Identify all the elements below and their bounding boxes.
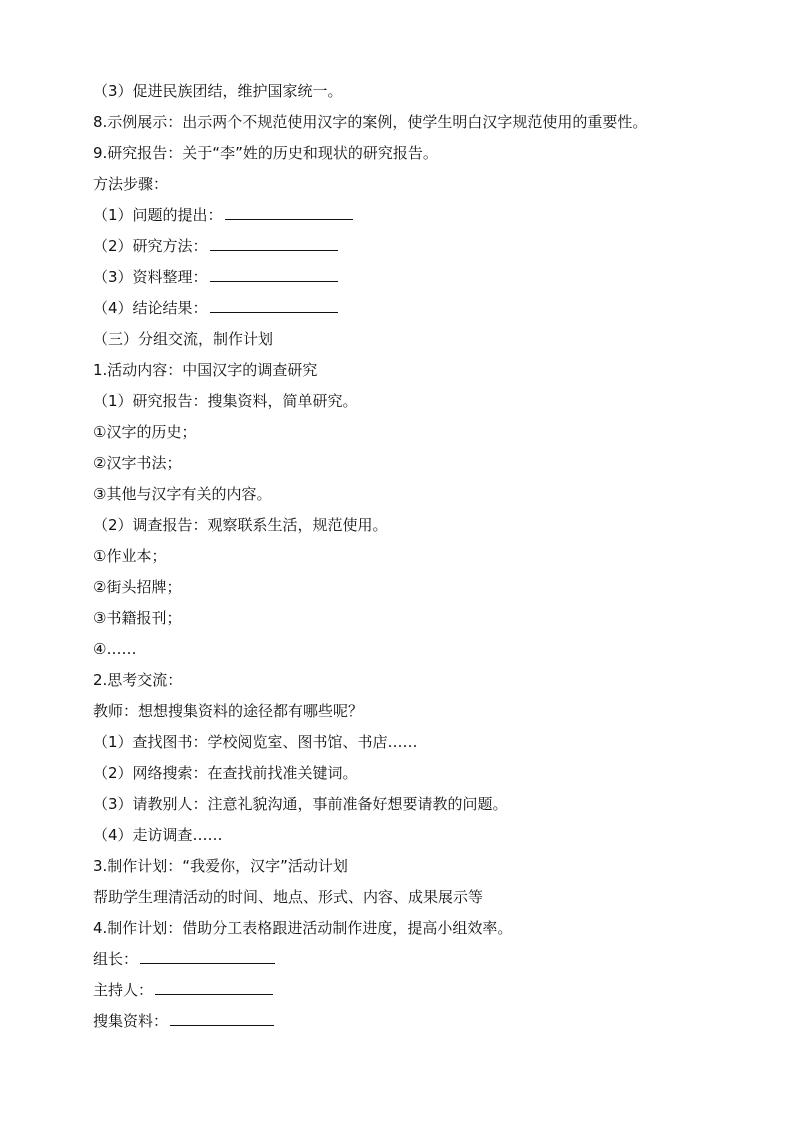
list-item-signboards: ②街头招牌； xyxy=(93,578,182,596)
text-line-plan-help: 帮助学生理清活动的时间、地点、形式、内容、成果展示等 xyxy=(93,888,484,906)
answer-blank-question[interactable] xyxy=(225,203,353,220)
list-item-history: ①汉字的历史； xyxy=(93,423,197,441)
fill-label-host: 主持人： xyxy=(93,981,154,999)
answer-blank-organize[interactable] xyxy=(210,265,338,282)
section-heading-group-plan: （三）分组交流，制作计划 xyxy=(93,330,274,348)
fill-label-leader: 组长： xyxy=(93,950,139,968)
text-line-activity-content: 1.活动内容：中国汉字的调查研究 xyxy=(93,361,318,379)
fill-line-method xyxy=(93,231,733,262)
list-item-visit-survey: （4）走访调查…… xyxy=(93,826,223,844)
list-item-find-books: （1）查找图书：学校阅览室、图书馆、书店…… xyxy=(93,733,418,751)
text-line-example-display: 8.示例展示：出示两个不规范使用汉字的案例，使学生明白汉字规范使用的重要性。 xyxy=(93,113,648,131)
list-item-web-search: （2）网络搜索：在查找前找准关键词。 xyxy=(93,764,358,782)
fill-label-collect: 搜集资料： xyxy=(93,1012,169,1030)
list-item-ask-others: （3）请教别人：注意礼貌沟通，事前准备好想要请教的问题。 xyxy=(93,795,508,813)
list-item-ellipsis: ④…… xyxy=(93,640,137,658)
answer-blank-leader[interactable] xyxy=(140,947,275,964)
text-line-goal-3: （3）促进民族团结，维护国家统一。 xyxy=(93,82,343,100)
text-line-division-table: 4.制作计划：借助分工表格跟进活动制作进度，提高小组效率。 xyxy=(93,919,513,937)
text-line-make-plan: 3.制作计划：“我爱你，汉字”活动计划 xyxy=(93,857,348,875)
text-line-research-report: 9.研究报告：关于“李”姓的历史和现状的研究报告。 xyxy=(93,144,438,162)
answer-blank-host[interactable] xyxy=(155,978,273,995)
text-line-teacher-question: 教师：想想搜集资料的途径都有哪些呢？ xyxy=(93,702,364,720)
fill-line-host xyxy=(93,975,733,1006)
list-item-other: ③其他与汉字有关的内容。 xyxy=(93,485,272,503)
list-item-homework: ①作业本； xyxy=(93,547,167,565)
fill-line-leader xyxy=(93,944,733,975)
fill-label-organize: （3）资料整理： xyxy=(93,268,208,286)
fill-line-question xyxy=(93,200,733,231)
fill-line-conclusion xyxy=(93,293,733,324)
answer-blank-collect[interactable] xyxy=(170,1009,274,1026)
text-line-method-steps: 方法步骤： xyxy=(93,175,169,193)
text-line-think-exchange: 2.思考交流： xyxy=(93,671,183,689)
fill-label-question: （1）问题的提出： xyxy=(93,206,223,224)
fill-label-conclusion: （4）结论结果： xyxy=(93,299,208,317)
fill-line-collect xyxy=(93,1006,733,1037)
answer-blank-conclusion[interactable] xyxy=(210,296,338,313)
document-page xyxy=(93,76,733,1037)
text-line-survey-item: （2）调查报告：观察联系生活，规范使用。 xyxy=(93,516,388,534)
list-item-calligraphy: ②汉字书法； xyxy=(93,454,182,472)
fill-line-organize xyxy=(93,262,733,293)
fill-label-method: （2）研究方法： xyxy=(93,237,208,255)
list-item-books: ③书籍报刊； xyxy=(93,609,182,627)
text-line-research-item: （1）研究报告：搜集资料，简单研究。 xyxy=(93,392,358,410)
answer-blank-method[interactable] xyxy=(210,234,338,251)
